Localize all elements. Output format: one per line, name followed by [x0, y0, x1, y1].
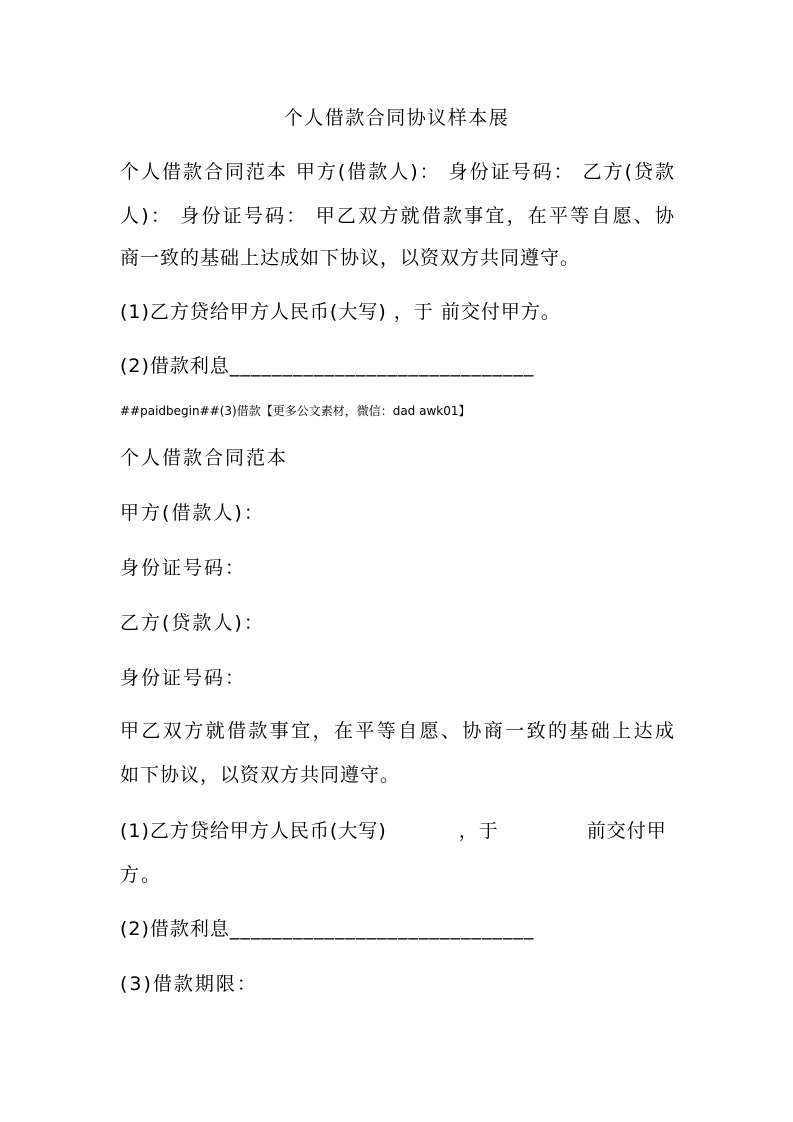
clause-1 — [120, 817, 675, 845]
document-title: 个人借款合同协议样本展 — [283, 107, 510, 129]
summary-line-3: 商一致的基础上达成如下协议，以资双方共同遵守。 — [120, 247, 581, 269]
summary-clause-1: (1)乙方贷给甲方人民币(大写) ，于 前交付甲方。 — [120, 301, 561, 323]
party-b-label: 乙方(贷款人)： — [120, 612, 265, 634]
party-b-id-label: 身份证号码： — [120, 667, 247, 689]
clause-1-delivery-label: 前交付甲 — [586, 820, 667, 842]
summary-line-1: 个人借款合同范本 甲方(借款人)： 身份证号码： 乙方(贷款 — [120, 161, 675, 183]
clause-1-line-2: 方。 — [120, 864, 163, 886]
clause-3: (3)借款期限： — [120, 973, 258, 995]
watermark-line: ##paidbegin##(3)借款【更多公文素材，微信：dad awk01】 — [120, 404, 471, 418]
party-a-label: 甲方(借款人)： — [120, 502, 265, 524]
party-a-id-label: 身份证号码： — [120, 557, 247, 579]
clause-2: (2)借款利息_____________________________ — [120, 918, 535, 940]
summary-clause-2: (2)借款利息_____________________________ — [120, 355, 535, 377]
summary-line-2: 人)： 身份证号码： 甲乙双方就借款事宜，在平等自愿、协 — [120, 205, 675, 227]
contract-heading: 个人借款合同范本 — [120, 447, 289, 469]
clause-1-date-label: ，于 — [458, 820, 499, 842]
agreement-line-1: 甲乙双方就借款事宜，在平等自愿、协商一致的基础上达成 — [120, 720, 675, 742]
clause-1-amount-label: (1)乙方贷给甲方人民币(大写) — [120, 820, 387, 842]
agreement-line-2: 如下协议，以资双方共同遵守。 — [120, 764, 401, 786]
